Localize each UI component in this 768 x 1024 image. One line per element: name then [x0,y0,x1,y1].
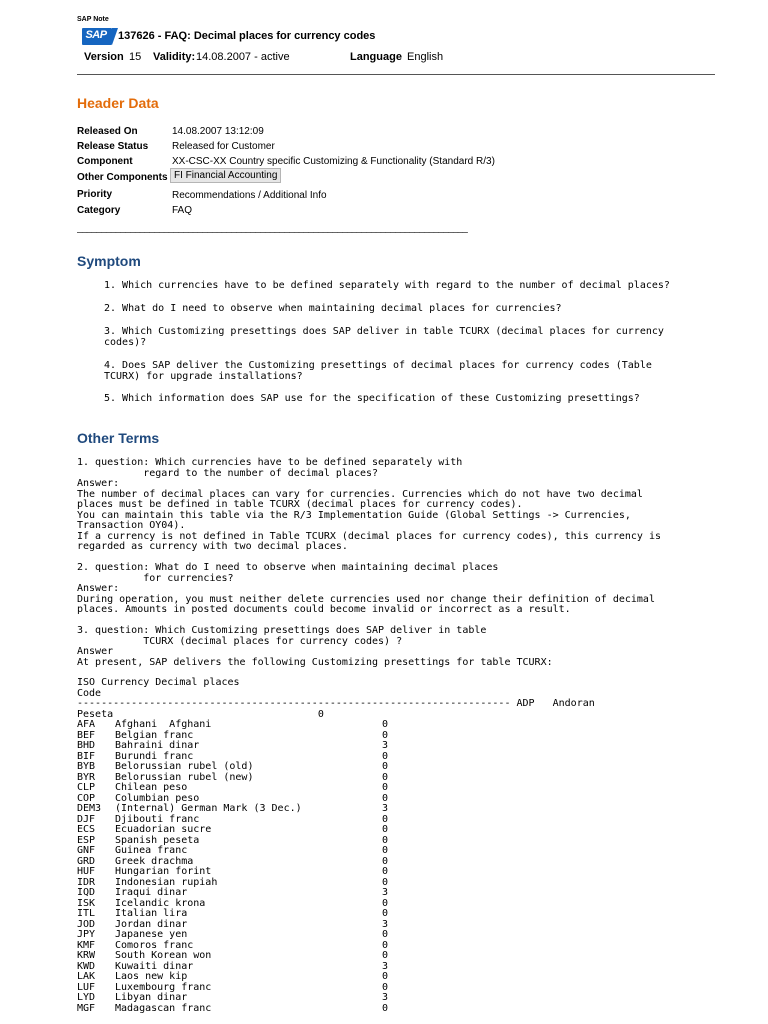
category-value: FAQ [172,205,193,216]
currency-code: IQD [77,887,96,898]
currency-code: KMF [77,939,96,951]
currency-decimals: 3 [382,992,389,1003]
question-2-block: 2. question: What do I need to observe when maintaining decimal places for currencies? Answer: During operation, you must neither delete currencies used nor change their definition of decimal places. Amounts in posted documents could become invalid or incorrect as a result. [77,562,655,615]
currency-name: Spanish peseta [115,834,200,846]
currency-code: ISK [77,897,96,909]
currency-decimals: 0 [382,845,389,856]
currency-decimals: 3 [382,803,389,814]
currency-table-header: ISO Currency Decimal places Code [77,677,240,699]
symptom-item-2: 2. What do I need to observe when maintaining decimal places for currencies? [104,303,562,314]
category-label: Category [77,205,121,216]
currency-code: JPY [77,929,96,940]
currency-decimals: 0 [382,981,389,993]
currency-decimals: 0 [382,761,389,772]
currency-name: Icelandic krona [115,897,206,909]
currency-decimals: 0 [382,866,389,877]
currency-code: AFA [77,719,96,730]
currency-code: JOD [77,918,96,930]
version-value: 15 [129,51,142,63]
currency-decimals: 0 [382,834,389,846]
released-on-label: Released On [77,126,138,137]
question-3-block: 3. question: Which Customizing presettings does SAP deliver in table TCURX (decimal places for currency codes) ? Answer At present, SAP delivers the following Customizing presettings for table TCURX: [77,625,553,668]
currency-name: Madagascan franc [115,1002,212,1014]
symptom-item-5: 5. Which information does SAP use for the specification of these Customizing presettings? [104,393,640,404]
currency-name: Guinea franc [115,845,188,856]
section-separator: ————————————————————————————————————————————————————————————————————————————————— [77,228,468,238]
currency-decimals: 0 [382,971,389,982]
currency-decimals: 0 [382,908,389,919]
currency-name: Belorussian rubel (new) [115,771,254,783]
currency-name: Afghani Afghani [115,719,212,730]
currency-code: ITL [77,908,96,919]
currency-decimals: 0 [382,897,389,909]
other-terms-heading: Other Terms [77,430,160,446]
other-components-value[interactable] [170,170,281,181]
currency-code: BYR [77,771,96,783]
currency-code: IDR [77,876,96,888]
currency-code: LAK [77,971,96,982]
currency-code: BIF [77,750,96,762]
currency-decimals: 0 [382,782,389,793]
sap-note-label: SAP Note [77,16,109,23]
currency-name: Luxembourg franc [115,981,212,993]
symptom-heading: Symptom [77,253,141,269]
symptom-item-4: 4. Does SAP deliver the Customizing presettings of decimal places for currency codes (Table TCURX) for upgrade installations? [104,360,652,382]
currency-name: Chilean peso [115,782,188,793]
currency-name: Columbian peso [115,792,200,804]
currency-name: Ecuadorian sucre [115,824,212,835]
currency-code: LUF [77,981,96,993]
currency-decimals: 3 [382,887,389,898]
currency-name: Jordan dinar [115,918,188,930]
currency-name: Libyan dinar [115,992,188,1003]
question-1-block: 1. question: Which currencies have to be defined separately with regard to the number of decimal places? Answer: The number of decimal places can vary for currencies. Currencies which do not have two decimal places must be defined in table TCURX (decimal places for currency codes). You can maintain this table via the R/3 Implementation Guide (Global Settings -> Currencies, Transaction OY04). If a currency is not defined in Table TCURX (decimal places for currency codes), this currency is regarded as currency with two decimal places. [77,457,661,552]
currency-code: GNF [77,845,96,856]
currency-name: Indonesian rupiah [115,876,218,888]
header-divider [77,74,715,75]
currency-code: BHD [77,740,96,751]
currency-decimals: 3 [382,960,389,972]
validity-value: 14.08.2007 - active [196,51,290,63]
peseta-line: Peseta 0 [77,709,324,720]
release-status-value: Released for Customer [172,141,275,152]
currency-name: Burundi franc [115,750,194,762]
currency-code: LYD [77,992,96,1003]
currency-code: DJF [77,813,96,825]
currency-name: Iraqui dinar [115,887,188,898]
currency-name: Djibouti franc [115,813,200,825]
currency-name: Laos new kip [115,971,188,982]
currency-decimals: 0 [382,719,389,730]
symptom-item-1: 1. Which currencies have to be defined separately with regard to the number of decimal places? [104,280,670,291]
component-label: Component [77,156,133,167]
currency-name: South Korean won [115,950,212,961]
currency-code: CLP [77,782,96,793]
currency-decimals: 3 [382,740,389,751]
currency-name: Belorussian rubel (old) [115,761,254,772]
currency-decimals: 0 [382,792,389,804]
currency-name: Kuwaiti dinar [115,960,194,972]
currency-decimals: 0 [382,824,389,835]
currency-decimals: 0 [382,729,389,741]
currency-code: ESP [77,834,96,846]
currency-decimals: 0 [382,939,389,951]
currency-code: ECS [77,824,96,835]
currency-code: HUF [77,866,96,877]
currency-decimals: 0 [382,950,389,961]
currency-decimals: 0 [382,750,389,762]
note-title: 137626 - FAQ: Decimal places for currency codes [118,30,376,42]
currency-name: Comoros franc [115,939,194,951]
language-label: Language [350,51,402,63]
currency-code: GRD [77,855,96,867]
currency-name: Greek drachma [115,855,194,867]
fi-component-chip[interactable]: FI Financial Accounting [170,168,281,183]
currency-code: KRW [77,950,96,961]
priority-value: Recommendations / Additional Info [172,190,327,201]
currency-decimals: 0 [382,771,389,783]
priority-label: Priority [77,189,113,200]
currency-name: (Internal) German Mark (3 Dec.) [115,803,302,814]
currency-name: Bahraini dinar [115,740,200,751]
currency-code: MGF [77,1002,96,1014]
currency-code: BYB [77,761,96,772]
release-status-label: Release Status [77,141,149,152]
currency-code: BEF [77,729,96,741]
currency-decimals: 0 [382,1002,389,1014]
component-value: XX-CSC-XX Country specific Customizing & Functionality (Standard R/3) [172,156,495,167]
currency-decimals: 0 [382,929,389,940]
currency-name: Hungarian forint [115,866,212,877]
released-on-value: 14.08.2007 13:12:09 [172,126,264,137]
currency-decimals: 3 [382,918,389,930]
currency-decimals: 0 [382,855,389,867]
currency-code: KWD [77,960,96,972]
currency-table-dashes: ------------------------------------------------------------------------ ADP Andoran [77,698,595,709]
currency-name: Italian lira [115,908,188,919]
other-components-label: Other Components [77,172,168,183]
currency-decimals: 0 [382,876,389,888]
currency-code: COP [77,792,96,804]
currency-name: Belgian franc [115,729,194,741]
language-value: English [407,51,444,63]
sap-logo: SAP [82,28,112,45]
version-label: Version [84,51,124,63]
currency-name: Japanese yen [115,929,188,940]
validity-label: Validity: [153,51,196,63]
currency-decimals: 0 [382,813,389,825]
currency-code: DEM3 [77,803,102,814]
header-data-heading: Header Data [77,95,159,111]
symptom-item-3: 3. Which Customizing presettings does SAP deliver in table TCURX (decimal places for currency codes)? [104,326,664,348]
